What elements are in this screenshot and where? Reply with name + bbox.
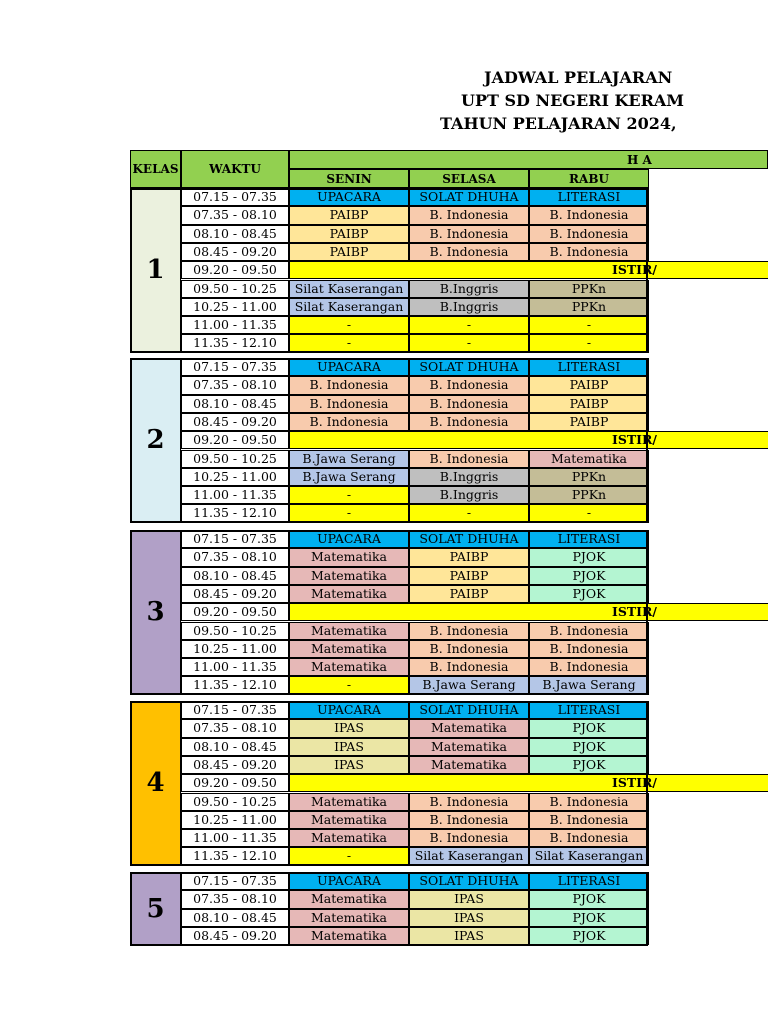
subject-cell: B. Indonesia xyxy=(529,829,649,847)
subject-cell: Matematika xyxy=(289,793,409,811)
header-day-rabu: RABU xyxy=(529,169,649,188)
subject-cell: PJOK xyxy=(529,585,649,603)
subject-cell: PJOK xyxy=(529,738,649,756)
subject-cell: Matematika xyxy=(289,890,409,908)
subject-cell: - xyxy=(289,334,409,352)
subject-cell: SOLAT DHUHA xyxy=(409,872,529,890)
subject-cell: B. Indonesia xyxy=(529,640,649,658)
title-line-1: JADWAL PELAJARAN xyxy=(484,68,673,87)
subject-cell: Matematika xyxy=(289,622,409,640)
subject-cell: PJOK xyxy=(529,909,649,927)
time-cell: 11.35 - 12.10 xyxy=(181,334,289,352)
subject-cell: B. Indonesia xyxy=(409,206,529,224)
kelas-label: 2 xyxy=(130,358,181,523)
subject-cell: B. Indonesia xyxy=(409,658,529,676)
subject-cell: B.Inggris xyxy=(409,280,529,298)
title-line-2: UPT SD NEGERI KERAM xyxy=(461,91,685,110)
subject-cell: SOLAT DHUHA xyxy=(409,701,529,719)
subject-cell: B. Indonesia xyxy=(529,225,649,243)
subject-cell: PPKn xyxy=(529,468,649,486)
subject-cell: - xyxy=(409,504,529,522)
subject-cell: PPKn xyxy=(529,280,649,298)
subject-cell: Matematika xyxy=(289,909,409,927)
header-kelas: KELAS xyxy=(130,150,181,188)
subject-cell: B.Inggris xyxy=(409,486,529,504)
subject-cell: IPAS xyxy=(409,927,529,945)
subject-cell: IPAS xyxy=(409,890,529,908)
kelas-label: 1 xyxy=(130,188,181,353)
subject-cell: LITERASI xyxy=(529,872,649,890)
subject-cell: PJOK xyxy=(529,567,649,585)
subject-cell: UPACARA xyxy=(289,358,409,376)
subject-cell: LITERASI xyxy=(529,188,649,206)
time-cell: 11.00 - 11.35 xyxy=(181,486,289,504)
subject-cell: Matematika xyxy=(289,811,409,829)
time-cell: 08.45 - 09.20 xyxy=(181,927,289,945)
istirahat-cell: ISTIR/ xyxy=(289,431,768,449)
subject-cell: B.Jawa Serang xyxy=(529,676,649,694)
time-cell: 10.25 - 11.00 xyxy=(181,298,289,316)
subject-cell: PAIBP xyxy=(529,395,649,413)
subject-cell: B. Indonesia xyxy=(409,243,529,261)
time-cell: 07.15 - 07.35 xyxy=(181,701,289,719)
subject-cell: B.Inggris xyxy=(409,468,529,486)
subject-cell: B. Indonesia xyxy=(409,622,529,640)
subject-cell: Matematika xyxy=(289,548,409,566)
subject-cell: - xyxy=(289,486,409,504)
subject-cell: PAIBP xyxy=(289,225,409,243)
subject-cell: PJOK xyxy=(529,927,649,945)
subject-cell: B.Jawa Serang xyxy=(409,676,529,694)
subject-cell: Matematika xyxy=(409,719,529,737)
time-cell: 07.35 - 08.10 xyxy=(181,719,289,737)
subject-cell: PAIBP xyxy=(529,376,649,394)
header-day-selasa: SELASA xyxy=(409,169,529,188)
subject-cell: Silat Kaserangan xyxy=(529,847,649,865)
kelas-label: 4 xyxy=(130,701,181,866)
subject-cell: B.Jawa Serang xyxy=(289,468,409,486)
time-cell: 07.15 - 07.35 xyxy=(181,872,289,890)
subject-cell: B. Indonesia xyxy=(529,793,649,811)
subject-cell: - xyxy=(529,504,649,522)
subject-cell: UPACARA xyxy=(289,872,409,890)
subject-cell: SOLAT DHUHA xyxy=(409,358,529,376)
kelas-label: 3 xyxy=(130,530,181,695)
subject-cell: - xyxy=(289,316,409,334)
subject-cell: PJOK xyxy=(529,719,649,737)
subject-cell: - xyxy=(289,504,409,522)
time-cell: 11.35 - 12.10 xyxy=(181,676,289,694)
time-cell: 08.10 - 08.45 xyxy=(181,567,289,585)
subject-cell: Silat Kaserangan xyxy=(289,298,409,316)
subject-cell: B.Inggris xyxy=(409,298,529,316)
subject-cell: IPAS xyxy=(289,756,409,774)
subject-cell: PJOK xyxy=(529,548,649,566)
istirahat-cell: ISTIR/ xyxy=(289,774,768,792)
subject-cell: PAIBP xyxy=(289,243,409,261)
time-cell: 10.25 - 11.00 xyxy=(181,640,289,658)
document-title-block xyxy=(400,66,768,135)
subject-cell: PJOK xyxy=(529,756,649,774)
time-cell: 08.45 - 09.20 xyxy=(181,756,289,774)
time-cell: 09.50 - 10.25 xyxy=(181,622,289,640)
subject-cell: Matematika xyxy=(289,658,409,676)
subject-cell: B. Indonesia xyxy=(409,395,529,413)
subject-cell: Matematika xyxy=(529,450,649,468)
kelas-label: 5 xyxy=(130,872,181,946)
subject-cell: - xyxy=(529,334,649,352)
subject-cell: - xyxy=(409,334,529,352)
subject-cell: Matematika xyxy=(409,738,529,756)
subject-cell: PJOK xyxy=(529,890,649,908)
title-line-3: TAHUN PELAJARAN 2024, xyxy=(440,114,677,133)
istirahat-cell: ISTIR/ xyxy=(289,603,768,621)
subject-cell: UPACARA xyxy=(289,701,409,719)
time-cell: 07.15 - 07.35 xyxy=(181,530,289,548)
subject-cell: Matematika xyxy=(289,585,409,603)
subject-cell: Matematika xyxy=(289,640,409,658)
subject-cell: PPKn xyxy=(529,486,649,504)
header-day-senin: SENIN xyxy=(289,169,409,188)
subject-cell: IPAS xyxy=(409,909,529,927)
subject-cell: B. Indonesia xyxy=(529,622,649,640)
subject-cell: - xyxy=(289,676,409,694)
subject-cell: PAIBP xyxy=(409,585,529,603)
time-cell: 09.20 - 09.50 xyxy=(181,603,289,621)
subject-cell: B. Indonesia xyxy=(409,225,529,243)
subject-cell: - xyxy=(289,847,409,865)
time-cell: 09.20 - 09.50 xyxy=(181,774,289,792)
subject-cell: LITERASI xyxy=(529,358,649,376)
time-cell: 07.35 - 08.10 xyxy=(181,890,289,908)
time-cell: 08.45 - 09.20 xyxy=(181,585,289,603)
time-cell: 11.00 - 11.35 xyxy=(181,316,289,334)
subject-cell: B. Indonesia xyxy=(529,206,649,224)
time-cell: 10.25 - 11.00 xyxy=(181,468,289,486)
subject-cell: B. Indonesia xyxy=(529,658,649,676)
subject-cell: PPKn xyxy=(529,298,649,316)
time-cell: 11.00 - 11.35 xyxy=(181,829,289,847)
subject-cell: UPACARA xyxy=(289,188,409,206)
subject-cell: SOLAT DHUHA xyxy=(409,530,529,548)
header-waktu: WAKTU xyxy=(181,150,289,188)
subject-cell: SOLAT DHUHA xyxy=(409,188,529,206)
subject-cell: Matematika xyxy=(289,927,409,945)
subject-cell: IPAS xyxy=(289,719,409,737)
subject-cell: B. Indonesia xyxy=(409,793,529,811)
time-cell: 11.35 - 12.10 xyxy=(181,847,289,865)
subject-cell: B. Indonesia xyxy=(529,243,649,261)
subject-cell: Silat Kaserangan xyxy=(289,280,409,298)
subject-cell: PAIBP xyxy=(409,567,529,585)
time-cell: 07.35 - 08.10 xyxy=(181,206,289,224)
time-cell: 07.35 - 08.10 xyxy=(181,376,289,394)
subject-cell: PAIBP xyxy=(409,548,529,566)
subject-cell: B. Indonesia xyxy=(289,413,409,431)
subject-cell: IPAS xyxy=(289,738,409,756)
time-cell: 08.10 - 08.45 xyxy=(181,395,289,413)
time-cell: 11.35 - 12.10 xyxy=(181,504,289,522)
subject-cell: Silat Kaserangan xyxy=(409,847,529,865)
subject-cell: Matematika xyxy=(409,756,529,774)
header-hari: H A xyxy=(289,150,768,169)
time-cell: 09.50 - 10.25 xyxy=(181,450,289,468)
time-cell: 08.45 - 09.20 xyxy=(181,243,289,261)
time-cell: 07.15 - 07.35 xyxy=(181,358,289,376)
time-cell: 11.00 - 11.35 xyxy=(181,658,289,676)
time-cell: 09.20 - 09.50 xyxy=(181,261,289,279)
subject-cell: B. Indonesia xyxy=(409,376,529,394)
subject-cell: B. Indonesia xyxy=(409,413,529,431)
subject-cell: UPACARA xyxy=(289,530,409,548)
subject-cell: LITERASI xyxy=(529,530,649,548)
subject-cell: PAIBP xyxy=(529,413,649,431)
time-cell: 09.50 - 10.25 xyxy=(181,280,289,298)
subject-cell: B. Indonesia xyxy=(409,640,529,658)
time-cell: 07.35 - 08.10 xyxy=(181,548,289,566)
time-cell: 10.25 - 11.00 xyxy=(181,811,289,829)
subject-cell: B.Jawa Serang xyxy=(289,450,409,468)
subject-cell: B. Indonesia xyxy=(409,811,529,829)
time-cell: 09.20 - 09.50 xyxy=(181,431,289,449)
subject-cell: B. Indonesia xyxy=(409,829,529,847)
subject-cell: PAIBP xyxy=(289,206,409,224)
time-cell: 08.10 - 08.45 xyxy=(181,225,289,243)
subject-cell: - xyxy=(529,316,649,334)
subject-cell: Matematika xyxy=(289,567,409,585)
time-cell: 08.10 - 08.45 xyxy=(181,738,289,756)
time-cell: 08.45 - 09.20 xyxy=(181,413,289,431)
subject-cell: B. Indonesia xyxy=(409,450,529,468)
subject-cell: B. Indonesia xyxy=(529,811,649,829)
time-cell: 08.10 - 08.45 xyxy=(181,909,289,927)
istirahat-cell: ISTIR/ xyxy=(289,261,768,279)
subject-cell: - xyxy=(409,316,529,334)
subject-cell: LITERASI xyxy=(529,701,649,719)
subject-cell: B. Indonesia xyxy=(289,395,409,413)
subject-cell: Matematika xyxy=(289,829,409,847)
time-cell: 07.15 - 07.35 xyxy=(181,188,289,206)
subject-cell: B. Indonesia xyxy=(289,376,409,394)
time-cell: 09.50 - 10.25 xyxy=(181,793,289,811)
